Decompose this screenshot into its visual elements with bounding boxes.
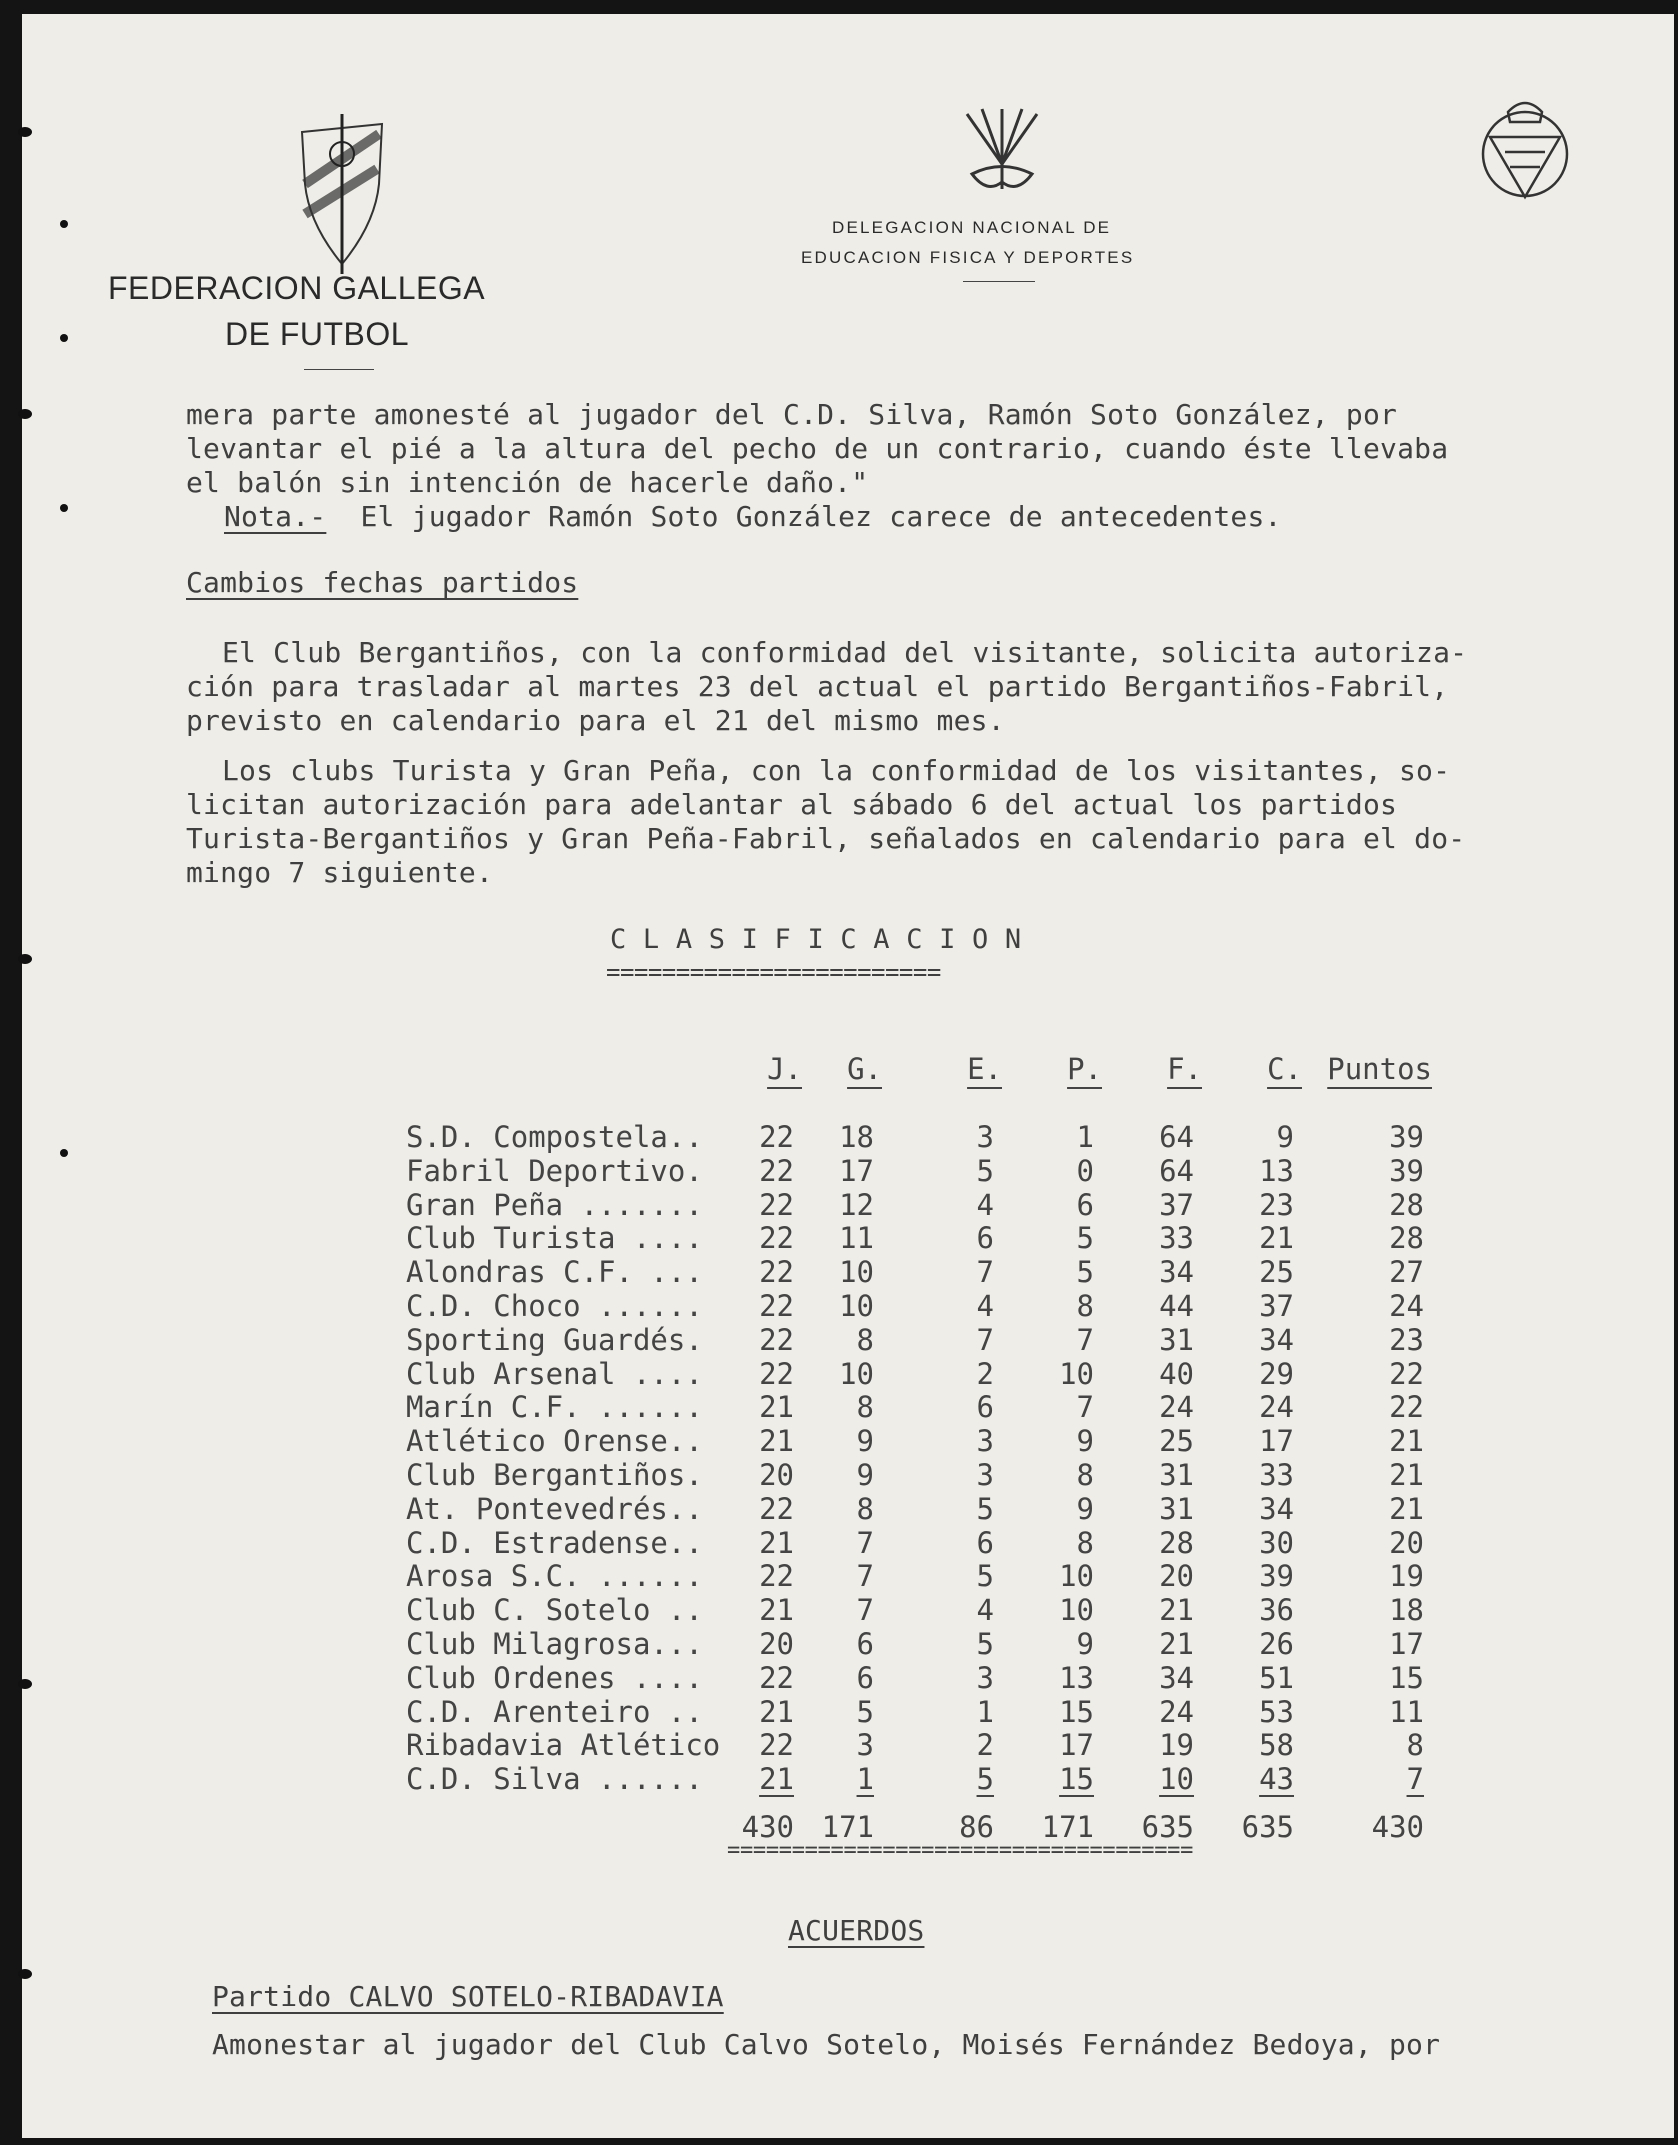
cell-goals-for: 37 [1159, 1188, 1194, 1222]
cell-drawn: 3 [976, 1661, 994, 1695]
binder-hole [18, 1679, 32, 1689]
body-text-line: previsto en calendario para el 21 del mismo mes. [186, 704, 1005, 737]
standings-table [22, 14, 1674, 2138]
team-name: Fabril Deportivo. [406, 1154, 703, 1188]
cell-goals-against: 29 [1259, 1357, 1294, 1391]
binder-hole [18, 954, 32, 964]
cell-drawn: 5 [976, 1762, 994, 1796]
cell-goals-for: 33 [1159, 1221, 1194, 1255]
cell-played: 22 [759, 1323, 794, 1357]
cell-points: 15 [1389, 1661, 1424, 1695]
team-name: Sporting Guardés. [406, 1323, 703, 1357]
cell-won: 18 [839, 1120, 874, 1154]
cell-won: 11 [839, 1221, 874, 1255]
section-heading-cambios: Cambios fechas partidos [186, 566, 579, 599]
cell-won: 6 [856, 1661, 874, 1695]
cell-points: 7 [1406, 1762, 1424, 1796]
federation-name-line1: FEDERACION GALLEGA [108, 270, 486, 306]
cell-goals-against: 17 [1259, 1424, 1294, 1458]
cell-goals-against: 21 [1259, 1221, 1294, 1255]
team-name: C.D. Estradense.. [406, 1526, 703, 1560]
cell-played: 21 [759, 1424, 794, 1458]
cell-drawn: 5 [976, 1559, 994, 1593]
cell-points: 39 [1389, 1154, 1424, 1188]
cell-goals-against: 13 [1259, 1154, 1294, 1188]
cell-goals-for: 19 [1159, 1728, 1194, 1762]
cell-points: 24 [1389, 1289, 1424, 1323]
body-text-line: ción para trasladar al martes 23 del actual el partido Bergantiños-Fabril, [186, 670, 1449, 703]
cell-goals-for: 40 [1159, 1357, 1194, 1391]
cell-drawn: 2 [976, 1728, 994, 1762]
cell-won: 7 [856, 1526, 874, 1560]
cell-lost: 9 [1076, 1627, 1094, 1661]
binder-hole [18, 127, 32, 137]
cell-points: 21 [1389, 1424, 1424, 1458]
cell-drawn: 5 [976, 1627, 994, 1661]
cell-goals-against: 58 [1259, 1728, 1294, 1762]
cell-played: 22 [759, 1221, 794, 1255]
document-page [22, 14, 1674, 2138]
cell-won: 9 [856, 1458, 874, 1492]
cell-won: 5 [856, 1695, 874, 1729]
cell-lost: 15 [1059, 1762, 1094, 1796]
team-name: Club C. Sotelo .. [406, 1593, 703, 1627]
cell-played: 22 [759, 1728, 794, 1762]
binder-mark [60, 1149, 68, 1157]
binder-hole [18, 409, 32, 419]
cell-drawn: 3 [976, 1120, 994, 1154]
cell-lost: 9 [1076, 1492, 1094, 1526]
cell-goals-against: 23 [1259, 1188, 1294, 1222]
cell-points: 11 [1389, 1695, 1424, 1729]
cell-drawn: 3 [976, 1458, 994, 1492]
header-goals-for: F. [1167, 1052, 1202, 1086]
binder-hole [18, 1969, 32, 1979]
body-text-line: el balón sin intención de hacerle daño." [186, 466, 869, 499]
total-lost: 171 [1041, 1810, 1094, 1844]
cell-lost: 6 [1076, 1188, 1094, 1222]
cell-goals-against: 51 [1259, 1661, 1294, 1695]
team-name: C.D. Arenteiro .. [406, 1695, 703, 1729]
delegation-name-line2: EDUCACION FISICA Y DEPORTES [801, 248, 1135, 267]
cell-goals-for: 10 [1159, 1762, 1194, 1796]
cell-goals-for: 24 [1159, 1695, 1194, 1729]
header-goals-against: C. [1267, 1052, 1302, 1086]
cell-goals-for: 21 [1159, 1593, 1194, 1627]
acuerdos-heading: ACUERDOS [788, 1914, 925, 1947]
cell-goals-against: 33 [1259, 1458, 1294, 1492]
cell-drawn: 5 [976, 1154, 994, 1188]
team-name: Atlético Orense.. [406, 1424, 703, 1458]
nota-label: Nota.- [224, 500, 327, 533]
team-name: Club Milagrosa... [406, 1627, 703, 1661]
cell-played: 22 [759, 1661, 794, 1695]
cell-won: 3 [856, 1728, 874, 1762]
cell-played: 21 [759, 1593, 794, 1627]
totals-rule: ==================================== [727, 1838, 1194, 1863]
cell-lost: 15 [1059, 1695, 1094, 1729]
cell-drawn: 5 [976, 1492, 994, 1526]
cell-points: 18 [1389, 1593, 1424, 1627]
team-name: S.D. Compostela.. [406, 1120, 703, 1154]
cell-lost: 10 [1059, 1357, 1094, 1391]
total-points: 430 [1371, 1810, 1424, 1844]
header-won: G. [847, 1052, 882, 1086]
cell-played: 22 [759, 1154, 794, 1188]
cell-lost: 13 [1059, 1661, 1094, 1695]
cell-drawn: 6 [976, 1390, 994, 1424]
cell-won: 10 [839, 1289, 874, 1323]
binder-mark [60, 220, 68, 228]
cell-played: 21 [759, 1526, 794, 1560]
cell-won: 7 [856, 1559, 874, 1593]
cell-played: 22 [759, 1559, 794, 1593]
match-heading: Partido CALVO SOTELO-RIBADAVIA [212, 1980, 724, 2013]
cell-lost: 8 [1076, 1289, 1094, 1323]
cell-goals-against: 26 [1259, 1627, 1294, 1661]
cell-goals-against: 9 [1276, 1120, 1294, 1154]
cell-lost: 0 [1076, 1154, 1094, 1188]
cell-drawn: 2 [976, 1357, 994, 1391]
cell-points: 21 [1389, 1458, 1424, 1492]
cell-points: 22 [1389, 1357, 1424, 1391]
body-text-line: Turista-Bergantiños y Gran Peña-Fabril, señalados en calendario para el do- [186, 822, 1466, 855]
cell-won: 10 [839, 1357, 874, 1391]
cell-won: 8 [856, 1323, 874, 1357]
team-name: Club Arsenal .... [406, 1357, 703, 1391]
cell-lost: 7 [1076, 1390, 1094, 1424]
cell-points: 8 [1406, 1728, 1424, 1762]
standings-title: C L A S I F I C A C I O N [610, 924, 1022, 955]
cell-played: 22 [759, 1357, 794, 1391]
cell-played: 22 [759, 1289, 794, 1323]
federation-name-line2: DE FUTBOL [225, 316, 410, 352]
cell-goals-for: 20 [1159, 1559, 1194, 1593]
cell-goals-for: 31 [1159, 1492, 1194, 1526]
cell-played: 21 [759, 1762, 794, 1796]
total-drawn: 86 [959, 1810, 994, 1844]
cell-goals-against: 36 [1259, 1593, 1294, 1627]
binder-mark [60, 334, 68, 342]
cell-points: 17 [1389, 1627, 1424, 1661]
body-text-line: mingo 7 siguiente. [186, 856, 494, 889]
cell-goals-for: 44 [1159, 1289, 1194, 1323]
cell-lost: 8 [1076, 1458, 1094, 1492]
cell-lost: 5 [1076, 1221, 1094, 1255]
team-name: At. Pontevedrés.. [406, 1492, 703, 1526]
header-drawn: E. [967, 1052, 1002, 1086]
cell-goals-for: 34 [1159, 1661, 1194, 1695]
cell-points: 27 [1389, 1255, 1424, 1289]
cell-points: 19 [1389, 1559, 1424, 1593]
cell-goals-against: 25 [1259, 1255, 1294, 1289]
cell-goals-for: 21 [1159, 1627, 1194, 1661]
cell-lost: 7 [1076, 1323, 1094, 1357]
cell-goals-against: 53 [1259, 1695, 1294, 1729]
cell-goals-for: 25 [1159, 1424, 1194, 1458]
team-name: Gran Peña ....... [406, 1188, 703, 1222]
cell-goals-against: 24 [1259, 1390, 1294, 1424]
body-text-line: Amonestar al jugador del Club Calvo Sotelo, Moisés Fernández Bedoya, por [212, 2028, 1441, 2061]
header-played: J. [767, 1052, 802, 1086]
header-lost: P. [1067, 1052, 1102, 1086]
total-goals-against: 635 [1241, 1810, 1294, 1844]
cell-lost: 8 [1076, 1526, 1094, 1560]
team-name: Ribadavia Atlético [406, 1728, 721, 1762]
cell-goals-for: 31 [1159, 1458, 1194, 1492]
cell-lost: 1 [1076, 1120, 1094, 1154]
cell-played: 20 [759, 1627, 794, 1661]
cell-goals-against: 34 [1259, 1323, 1294, 1357]
cell-played: 22 [759, 1492, 794, 1526]
team-name: C.D. Silva ...... [406, 1762, 703, 1796]
team-name: Club Ordenes .... [406, 1661, 703, 1695]
cell-won: 9 [856, 1424, 874, 1458]
cell-goals-against: 37 [1259, 1289, 1294, 1323]
cell-lost: 9 [1076, 1424, 1094, 1458]
cell-points: 39 [1389, 1120, 1424, 1154]
cell-goals-for: 31 [1159, 1323, 1194, 1357]
cell-played: 20 [759, 1458, 794, 1492]
cell-drawn: 3 [976, 1424, 994, 1458]
cell-goals-against: 34 [1259, 1492, 1294, 1526]
cell-played: 22 [759, 1188, 794, 1222]
cell-goals-for: 64 [1159, 1154, 1194, 1188]
cell-played: 22 [759, 1255, 794, 1289]
cell-drawn: 7 [976, 1323, 994, 1357]
total-played: 430 [741, 1810, 794, 1844]
binder-mark [60, 504, 68, 512]
team-name: Marín C.F. ...... [406, 1390, 703, 1424]
cell-drawn: 4 [976, 1289, 994, 1323]
body-text-line: levantar el pié a la altura del pecho de un contrario, cuando éste llevaba [186, 432, 1449, 465]
header-points: Puntos [1327, 1052, 1432, 1086]
cell-goals-for: 28 [1159, 1526, 1194, 1560]
cell-lost: 5 [1076, 1255, 1094, 1289]
cell-goals-for: 34 [1159, 1255, 1194, 1289]
cell-won: 7 [856, 1593, 874, 1627]
cell-goals-for: 64 [1159, 1120, 1194, 1154]
total-goals-for: 635 [1141, 1810, 1194, 1844]
cell-lost: 10 [1059, 1593, 1094, 1627]
cell-points: 28 [1389, 1188, 1424, 1222]
cell-points: 21 [1389, 1492, 1424, 1526]
delegation-name-line1: DELEGACION NACIONAL DE [832, 218, 1112, 237]
cell-lost: 17 [1059, 1728, 1094, 1762]
team-name: Alondras C.F. ... [406, 1255, 703, 1289]
cell-drawn: 1 [976, 1695, 994, 1729]
body-text-line: El Club Bergantiños, con la conformidad del visitante, solicita autoriza- [222, 636, 1468, 669]
cell-won: 17 [839, 1154, 874, 1188]
body-text-line: mera parte amonesté al jugador del C.D. Silva, Ramón Soto González, por [186, 398, 1398, 431]
cell-goals-for: 24 [1159, 1390, 1194, 1424]
team-name: Club Turista .... [406, 1221, 703, 1255]
nota-text: El jugador Ramón Soto González carece de antecedentes. [360, 500, 1282, 533]
cell-won: 6 [856, 1627, 874, 1661]
cell-points: 20 [1389, 1526, 1424, 1560]
cell-points: 23 [1389, 1323, 1424, 1357]
team-name: C.D. Choco ...... [406, 1289, 703, 1323]
total-won: 171 [821, 1810, 874, 1844]
cell-drawn: 6 [976, 1221, 994, 1255]
cell-goals-against: 39 [1259, 1559, 1294, 1593]
cell-points: 22 [1389, 1390, 1424, 1424]
cell-played: 22 [759, 1120, 794, 1154]
cell-won: 8 [856, 1390, 874, 1424]
cell-won: 8 [856, 1492, 874, 1526]
cell-drawn: 4 [976, 1188, 994, 1222]
team-name: Arosa S.C. ...... [406, 1559, 703, 1593]
cell-drawn: 6 [976, 1526, 994, 1560]
cell-played: 21 [759, 1695, 794, 1729]
cell-played: 21 [759, 1390, 794, 1424]
body-text-line: Los clubs Turista y Gran Peña, con la conformidad de los visitantes, so- [222, 754, 1451, 787]
cell-won: 12 [839, 1188, 874, 1222]
cell-lost: 10 [1059, 1559, 1094, 1593]
standings-title-rule: ======================== [606, 958, 941, 986]
cell-points: 28 [1389, 1221, 1424, 1255]
cell-drawn: 7 [976, 1255, 994, 1289]
cell-won: 10 [839, 1255, 874, 1289]
cell-goals-against: 30 [1259, 1526, 1294, 1560]
body-text-line: licitan autorización para adelantar al sábado 6 del actual los partidos [186, 788, 1398, 821]
team-name: Club Bergantiños. [406, 1458, 703, 1492]
cell-won: 1 [856, 1762, 874, 1796]
cell-drawn: 4 [976, 1593, 994, 1627]
cell-goals-against: 43 [1259, 1762, 1294, 1796]
